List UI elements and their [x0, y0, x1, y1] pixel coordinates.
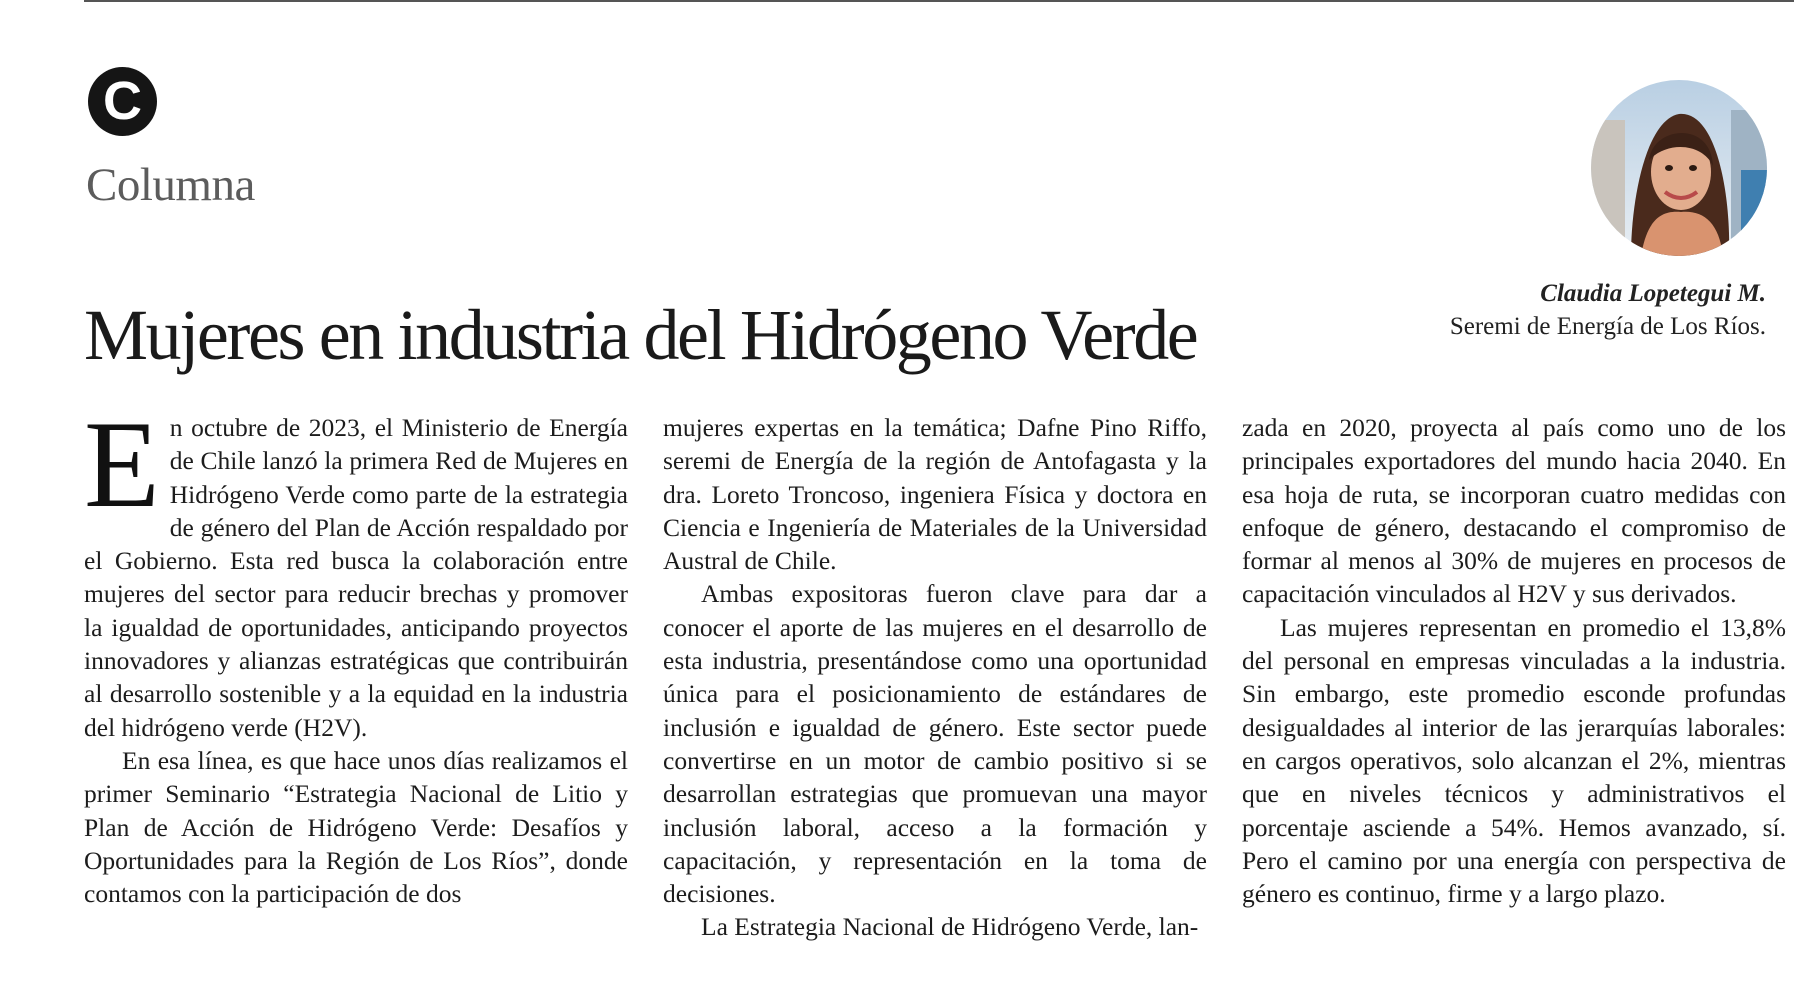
- section-label: Columna: [86, 159, 255, 211]
- article-column-3: [1242, 411, 1786, 910]
- author-photo: [1591, 80, 1767, 256]
- author-portrait-icon: [1591, 80, 1767, 256]
- article-paragraph: La Estrategia Nacional de Hidrógeno Verde, lan-: [701, 912, 1199, 942]
- author-role: Seremi de Energía de Los Ríos.: [1449, 313, 1766, 340]
- article-paragraph: zada en 2020, proyecta al país como uno de los principales exportadores del mundo hacia 2040. En esa hoja de ruta, se incorporan cuatro medidas con enfoque de género, destacando el compromiso de formar al menos al 30% de mujeres en procesos de capacitación vinculados al H2V y sus derivados.: [1242, 413, 1786, 609]
- top-rule: [84, 0, 1794, 2]
- article-paragraph: mujeres expertas en la temática; Dafne Pino Riffo, seremi de Energía de la región de Antofagasta y la dra. Loreto Troncoso, ingeniera Física y doctora en Ciencia e Ingeniería de Materiales de la Universidad Austral de Chile.: [663, 413, 1207, 576]
- section-logo-icon: C: [88, 67, 157, 136]
- article-paragraph: En octubre de 2023, el Ministerio de Energía de Chile lanzó la primera Red de Mujeres en Hidrógeno Verde como parte de la estrategia de género del Plan de Acción respaldado por el Gobierno. Esta red busca la colaboración entre mujeres del sector para reducir brechas y promover la igualdad de oportunidades, anticipando proyectos innovadores y alianzas estratégicas que contribuirán al desarrollo sostenible y a la equidad en la industria del hidrógeno verde (H2V).: [84, 396, 628, 742]
- article-paragraph: En esa línea, es que hace unos días realizamos el primer Seminario “Estrategia Nacional de Litio y Plan de Acción de Hidrógeno Verde: Desafíos y Oportunidades para la Región de Los Ríos”, donde contamos con la participación de dos: [84, 745, 628, 909]
- article-column-2: [663, 411, 1207, 944]
- headline: Mujeres en industria del Hidrógeno Verde: [84, 295, 1197, 375]
- article-column-1: [84, 396, 628, 910]
- article-paragraph: Las mujeres representan en promedio el 13,8% del personal en empresas vinculadas a la industria. Sin embargo, este promedio esconde profundas desigualdades al interior de las jerarquías laborales: en cargos operativos, solo alcanzan el 2%, mientras que en niveles técnicos y administrativos el porcentaje asciende a 54%. Hemos avanzado, sí. Pero el camino por una energía con perspectiva de género es continuo, firme y a largo plazo.: [1242, 612, 1786, 909]
- article-body: [84, 396, 1786, 951]
- drop-cap: E: [84, 396, 160, 533]
- article-paragraph: Ambas expositoras fueron clave para dar a conocer el aporte de las mujeres en el desarrollo de esta industria, presentándose como una oportunidad única para el posicionamiento de estándares de inclusión e igualdad de género. Este sector puede convertirse en un motor de cambio positivo si se desarrollan estrategias que promuevan una mayor inclusión laboral, acceso a la formación y capacitación, y representación en la toma de decisiones.: [663, 579, 1207, 909]
- author-name: Claudia Lopetegui M.: [1540, 280, 1766, 307]
